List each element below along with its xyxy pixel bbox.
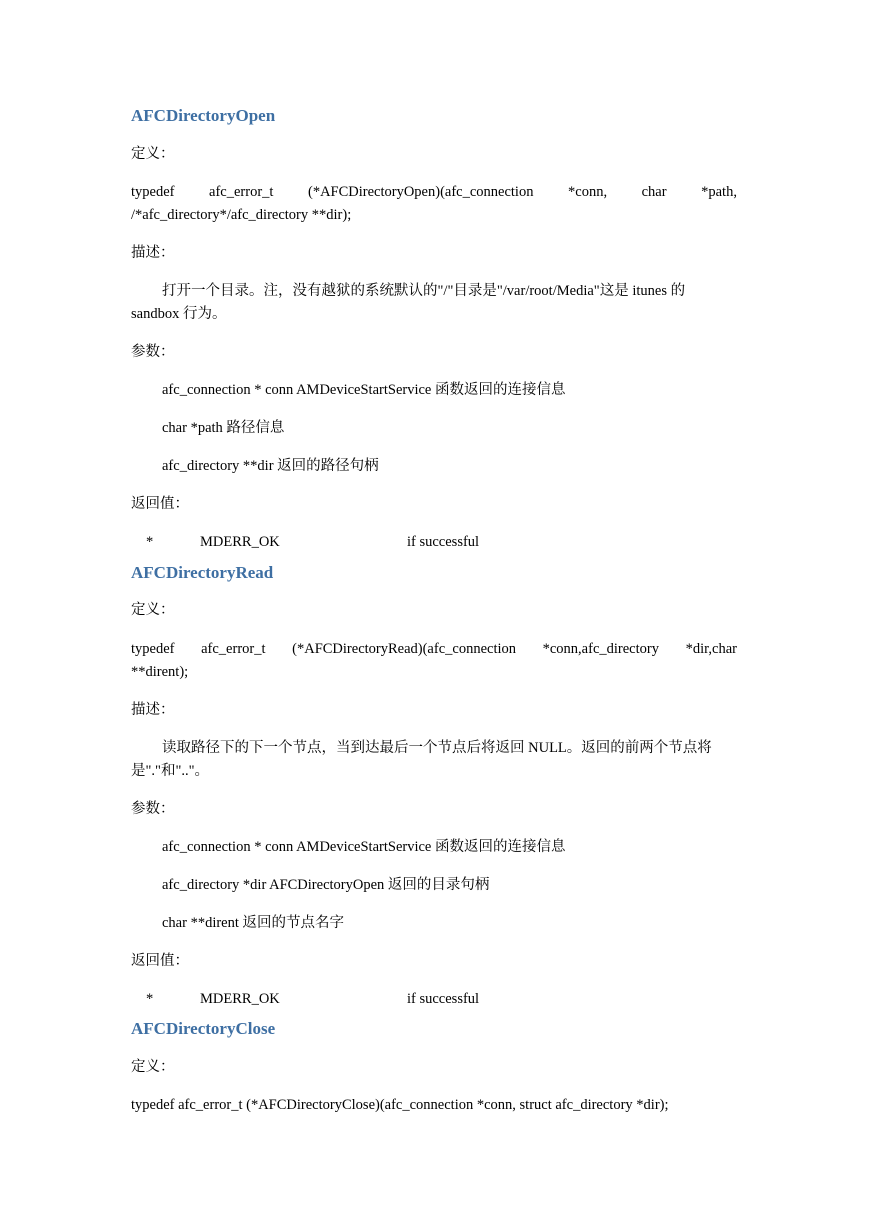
- definition-token: char: [641, 184, 667, 200]
- return-code: MDERR_OK: [200, 991, 280, 1007]
- parameter-item: afc_directory *dir AFCDirectoryOpen 返回的目录句柄: [162, 877, 490, 893]
- parameter-item: afc_connection * conn AMDeviceStartService 函数返回的连接信息: [162, 382, 566, 398]
- return-code: MDERR_OK: [200, 534, 280, 550]
- return-value-row: [131, 533, 737, 551]
- return-description: if successful: [407, 991, 480, 1007]
- parameter-item: char **dirent 返回的节点名字: [162, 915, 345, 931]
- return-bullet: *: [146, 534, 154, 550]
- return-value-row: [131, 990, 737, 1008]
- description-label: 描述：: [131, 702, 175, 718]
- definition-label: 定义：: [131, 602, 175, 618]
- parameter-item: char *path 路径信息: [162, 420, 285, 436]
- description-text: 读取路径下的下一个节点，当到达最后一个节点后将返回 NULL。返回的前两个节点将: [162, 740, 712, 756]
- definition-line-continued: **dirent);: [131, 664, 189, 680]
- parameters-label: 参数：: [131, 801, 175, 817]
- description-label: 描述：: [131, 245, 175, 261]
- return-value-label: 返回值：: [131, 496, 189, 512]
- definition-line: [131, 183, 737, 201]
- description-text-continued: 是"."和".."。: [131, 763, 210, 779]
- description-text: 打开一个目录。注，没有越狱的系统默认的"/"目录是"/var/root/Media"这是 itunes 的: [162, 283, 686, 299]
- return-bullet: *: [146, 991, 154, 1007]
- definition-token: afc_error_t: [201, 641, 266, 657]
- section-title-afcdirectoryopen: AFCDirectoryOpen: [131, 106, 276, 125]
- definition-token: *conn,: [568, 184, 608, 200]
- return-value-label: 返回值：: [131, 953, 189, 969]
- definition-token: *path,: [701, 184, 737, 200]
- parameters-label: 参数：: [131, 344, 175, 360]
- definition-label: 定义：: [131, 146, 175, 162]
- definition-line-continued: /*afc_directory*/afc_directory **dir);: [131, 207, 352, 223]
- return-description: if successful: [407, 534, 480, 550]
- definition-token: (*AFCDirectoryOpen)(afc_connection: [307, 184, 534, 200]
- definition-token: (*AFCDirectoryRead)(afc_connection: [292, 641, 516, 657]
- definition-line: typedef afc_error_t (*AFCDirectoryClose)(afc_connection *conn, struct afc_directory *dir);: [131, 1097, 669, 1113]
- definition-line: [131, 640, 737, 658]
- description-text-continued: sandbox 行为。: [131, 306, 227, 322]
- parameter-item: afc_connection * conn AMDeviceStartService 函数返回的连接信息: [162, 839, 566, 855]
- section-title-afcdirectoryread: AFCDirectoryRead: [131, 563, 274, 582]
- definition-token: typedef: [131, 641, 175, 657]
- section-title-afcdirectoryclose: AFCDirectoryClose: [131, 1019, 276, 1038]
- definition-token: afc_error_t: [209, 184, 274, 200]
- definition-token: *conn,afc_directory: [542, 641, 659, 657]
- parameter-item: afc_directory **dir 返回的路径句柄: [162, 458, 379, 474]
- definition-label: 定义：: [131, 1059, 175, 1075]
- definition-token: *dir,char: [685, 641, 737, 657]
- definition-token: typedef: [131, 184, 175, 200]
